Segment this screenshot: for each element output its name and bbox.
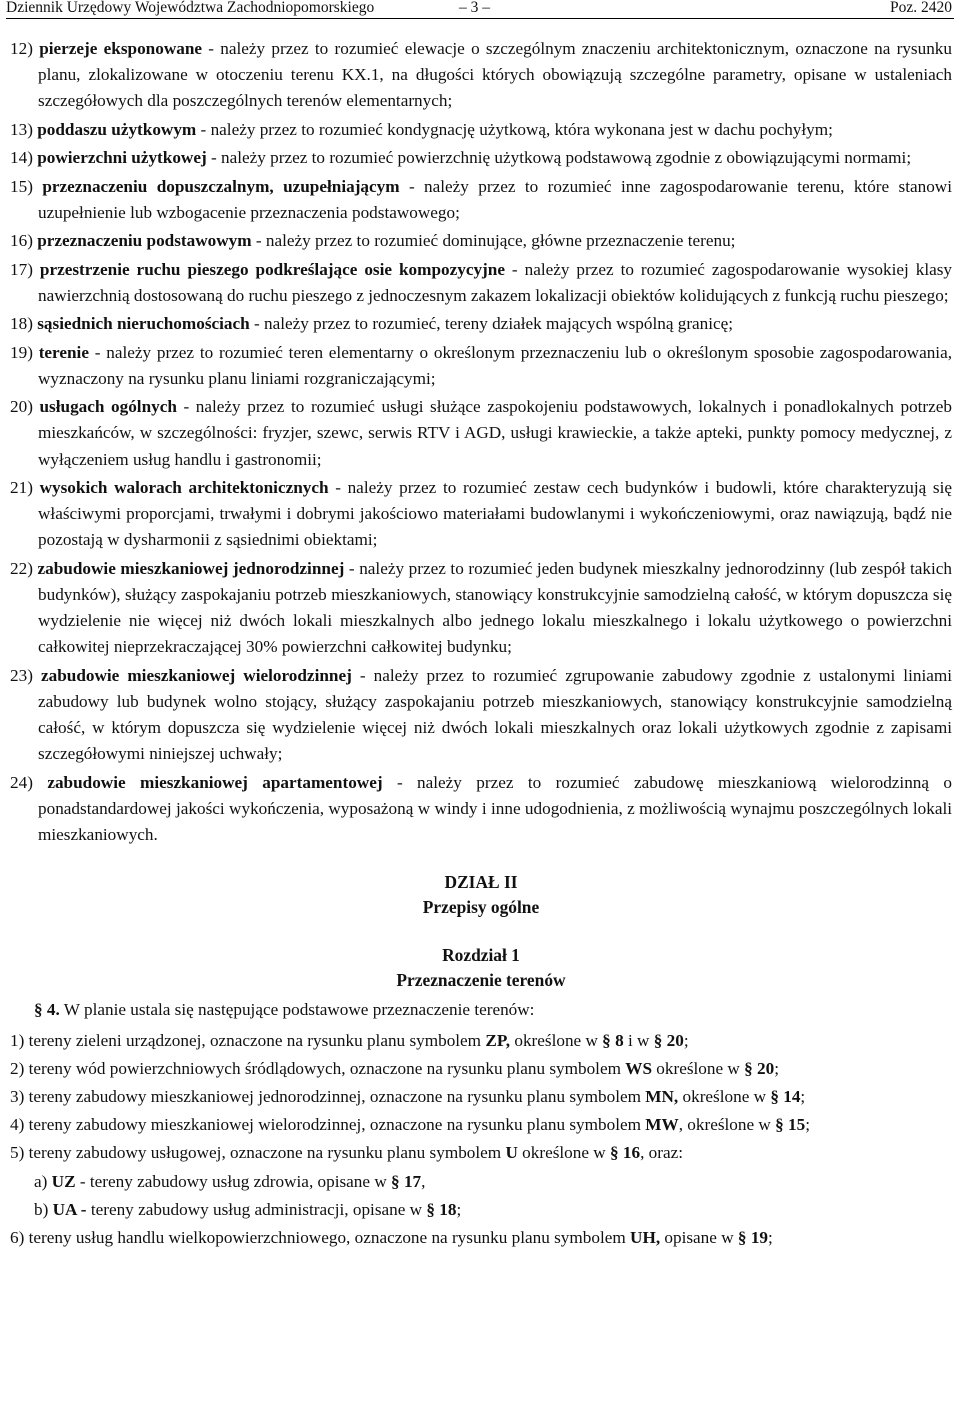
zone-symbol: UH, xyxy=(630,1227,661,1247)
zones-list xyxy=(10,1028,952,1252)
zone-symbol: MW xyxy=(645,1115,679,1135)
section-ref: § 15 xyxy=(775,1115,806,1135)
chapter-heading xyxy=(10,943,952,993)
paragraph-intro xyxy=(10,997,952,1023)
section-ref: § 14 xyxy=(770,1086,801,1106)
definition-item: 14) powierzchni użytkowej - należy przez to rozumieć powierzchnię użytkową podstawową zgodnie z obowiązującymi normami; xyxy=(10,148,912,168)
zone-item: 1) tereny zieleni urządzonej, oznaczone na rysunku planu symbolem ZP, określone w § 8 i w § 20; xyxy=(10,1030,689,1050)
journal-title: Dziennik Urzędowy Województwa Zachodniopomorskiego xyxy=(6,0,375,16)
section-ref: § 17 xyxy=(391,1171,422,1191)
zone-symbol: UA - xyxy=(52,1199,87,1219)
zone-symbol: MN, xyxy=(645,1086,679,1106)
definition-item: 18) sąsiednich nieruchomościach - należy przez to rozumieć, tereny działek mających wspólną granicę; xyxy=(10,314,734,334)
definition-term: przeznaczeniu dopuszczalnym, uzupełniającym xyxy=(42,176,400,196)
zone-item: 5) tereny zabudowy usługowej, oznaczone na rysunku planu symbolem U określone w § 16, oraz: xyxy=(10,1143,684,1163)
section-ref: § 20 xyxy=(653,1030,684,1050)
definition-term: zabudowie mieszkaniowej jednorodzinnej xyxy=(37,558,345,578)
definition-term: przeznaczeniu podstawowym xyxy=(37,231,252,251)
division-subtitle: Przepisy ogólne xyxy=(422,897,540,918)
definition-term: poddaszu użytkowym xyxy=(37,119,197,139)
definition-item: 13) poddaszu użytkowym - należy przez to rozumieć kondygnację użytkową, która wykonana jest w dachu pochyłym; xyxy=(10,119,833,139)
document-body xyxy=(10,36,952,1253)
zone-symbol: ZP, xyxy=(485,1030,511,1050)
page-header xyxy=(6,0,954,19)
zone-item: 4) tereny zabudowy mieszkaniowej wielorodzinnej, oznaczone na rysunku planu symbolem MW, określone w § 15; xyxy=(10,1115,810,1135)
zone-item: 6) tereny usług handlu wielkopowierzchniowego, oznaczone na rysunku planu symbolem UH, opisane w § 19; xyxy=(10,1227,773,1247)
definitions-list xyxy=(10,36,952,848)
chapter-subtitle: Przeznaczenie terenów xyxy=(396,970,566,991)
paragraph-text: W planie ustala się następujące podstawowe przeznaczenie terenów: xyxy=(59,1000,535,1020)
definition-term: powierzchni użytkowej xyxy=(37,148,207,168)
division-title: DZIAŁ II xyxy=(444,872,518,893)
definition-item: 21) wysokich walorach architektonicznych - należy przez to rozumieć zestaw cech budynków i budowli, które charakteryzują się właściwymi proporcjami, trwałymi i dobrymi jakościowo materiałami budowlanymi i wykończeniowymi, oraz nawiązują, bądź nie pozostają w dysharmonii z sąsiednimi obiektami; xyxy=(10,477,952,550)
section-ref: § 18 xyxy=(426,1199,457,1219)
definition-term: zabudowie mieszkaniowej apartamentowej xyxy=(47,772,383,792)
paragraph-number: § 4. xyxy=(34,1000,60,1020)
zone-symbol: WS xyxy=(625,1058,652,1078)
definition-term: zabudowie mieszkaniowej wielorodzinnej xyxy=(40,665,352,685)
definition-item: 22) zabudowie mieszkaniowej jednorodzinnej - należy przez to rozumieć jeden budynek mieszkalny jednorodzinny (lub zespół takich budynków), służący zaspokajaniu potrzeb mieszkaniowych, stanowiący konstrukcyjnie samodzielną całość, w którym dopuszcza się wydzielenie nie więcej niż dwóch lokali mieszkalnych albo jednego lokalu mieszkalnego i lokalu użytkowego o powierzchni całkowitej nieprzekraczającej 30% powierzchni całkowitej budynku; xyxy=(10,558,952,657)
definition-term: terenie xyxy=(38,342,89,362)
definition-term: wysokich walorach architektonicznych xyxy=(39,477,329,497)
subzone-item: b) UA - tereny zabudowy usług administracji, opisane w § 18; xyxy=(34,1199,462,1219)
section-ref: § 20 xyxy=(744,1058,775,1078)
zone-symbol: UZ xyxy=(51,1171,76,1191)
definition-item: 24) zabudowie mieszkaniowej apartamentowej - należy przez to rozumieć zabudowę mieszkaniową wielorodzinną o ponadstandardowej jakości wykończenia, wyposażoną w windy i inne udogodnienia, z możliwością wynajmu poszczególnych lokali mieszkaniowych. xyxy=(10,772,952,845)
definition-item: 15) przeznaczeniu dopuszczalnym, uzupełniającym - należy przez to rozumieć inne zagospodarowanie terenu, które stanowi uzupełnienie lub wzbogacenie przeznaczenia podstawowego; xyxy=(10,176,952,222)
definition-item: 19) terenie - należy przez to rozumieć teren elementarny o określonym przeznaczeniu lub o określonym sposobie zagospodarowania, wyznaczony na rysunku planu liniami rozgraniczającymi; xyxy=(10,342,952,388)
division-heading xyxy=(10,870,952,920)
chapter-title: Rozdział 1 xyxy=(442,945,520,966)
definition-item: 20) usługach ogólnych - należy przez to rozumieć usługi służące zaspokojeniu podstawowych, lokalnych i ponadlokalnych potrzeb mieszkańców, w szczególności: fryzjer, szewc, serwis RTV i AGD, usługi krawieckie, a także apteki, punkty pomocy medycznej, z wyłączeniem usług handlu i gastronomii; xyxy=(10,397,953,469)
definition-item: 17) przestrzenie ruchu pieszego podkreślające osie kompozycyjne - należy przez to rozumieć zagospodarowanie wysokiej klasy nawierzchnią dostosowaną do ruchu pieszego z jednoczesnym zakazem lokalizacji obiektów kolidujących z funkcją ruchu pieszego; xyxy=(10,259,953,305)
position-number: Poz. 2420 xyxy=(890,0,952,16)
definition-term: pierzeje eksponowane xyxy=(39,39,203,58)
subzone-item: a) UZ - tereny zabudowy usług zdrowia, opisane w § 17, xyxy=(34,1171,426,1191)
definition-term: sąsiednich nieruchomościach xyxy=(37,314,250,334)
zone-symbol: U xyxy=(505,1143,518,1163)
section-ref: § 19 xyxy=(737,1227,768,1247)
zone-item: 2) tereny wód powierzchniowych śródlądowych, oznaczone na rysunku planu symbolem WS określone w § 20; xyxy=(10,1058,779,1078)
section-ref: § 16 xyxy=(610,1143,641,1163)
definition-term: usługach ogólnych xyxy=(39,397,177,417)
definition-item: 16) przeznaczeniu podstawowym - należy przez to rozumieć dominujące, główne przeznaczenie terenu; xyxy=(10,231,736,251)
page-number: – 3 – xyxy=(459,0,490,16)
definition-term: przestrzenie ruchu pieszego podkreślające osie kompozycyjne xyxy=(39,259,505,279)
section-ref: § 8 xyxy=(602,1030,624,1050)
definition-item: 23) zabudowie mieszkaniowej wielorodzinnej - należy przez to rozumieć zgrupowanie zabudowy zgodnie z ustalonymi liniami zabudowy lub budynek wolno stojący, służący zaspokajaniu potrzeb mieszkaniowych, stanowiący konstrukcyjnie samodzielną całość, w którym dopuszcza się wydzielenie więcej niż dwóch lokali mieszkalnych oraz lokali użytkowych zgodnie z zapisami szczegółowymi niniejszej uchwały; xyxy=(10,665,952,764)
definition-item: 12) pierzeje eksponowane - należy przez to rozumieć elewacje o szczególnym znaczeniu architektonicznym, oznaczone na rysunku planu, zlokalizowane w otoczeniu terenu KX.1, na długości których obowiązują szczególne parametry, opisane w ustaleniach szczegółowych dla poszczególnych terenów elementarnych; xyxy=(10,39,952,111)
zone-item: 3) tereny zabudowy mieszkaniowej jednorodzinnej, oznaczone na rysunku planu symbolem MN, określone w § 14; xyxy=(10,1086,806,1106)
